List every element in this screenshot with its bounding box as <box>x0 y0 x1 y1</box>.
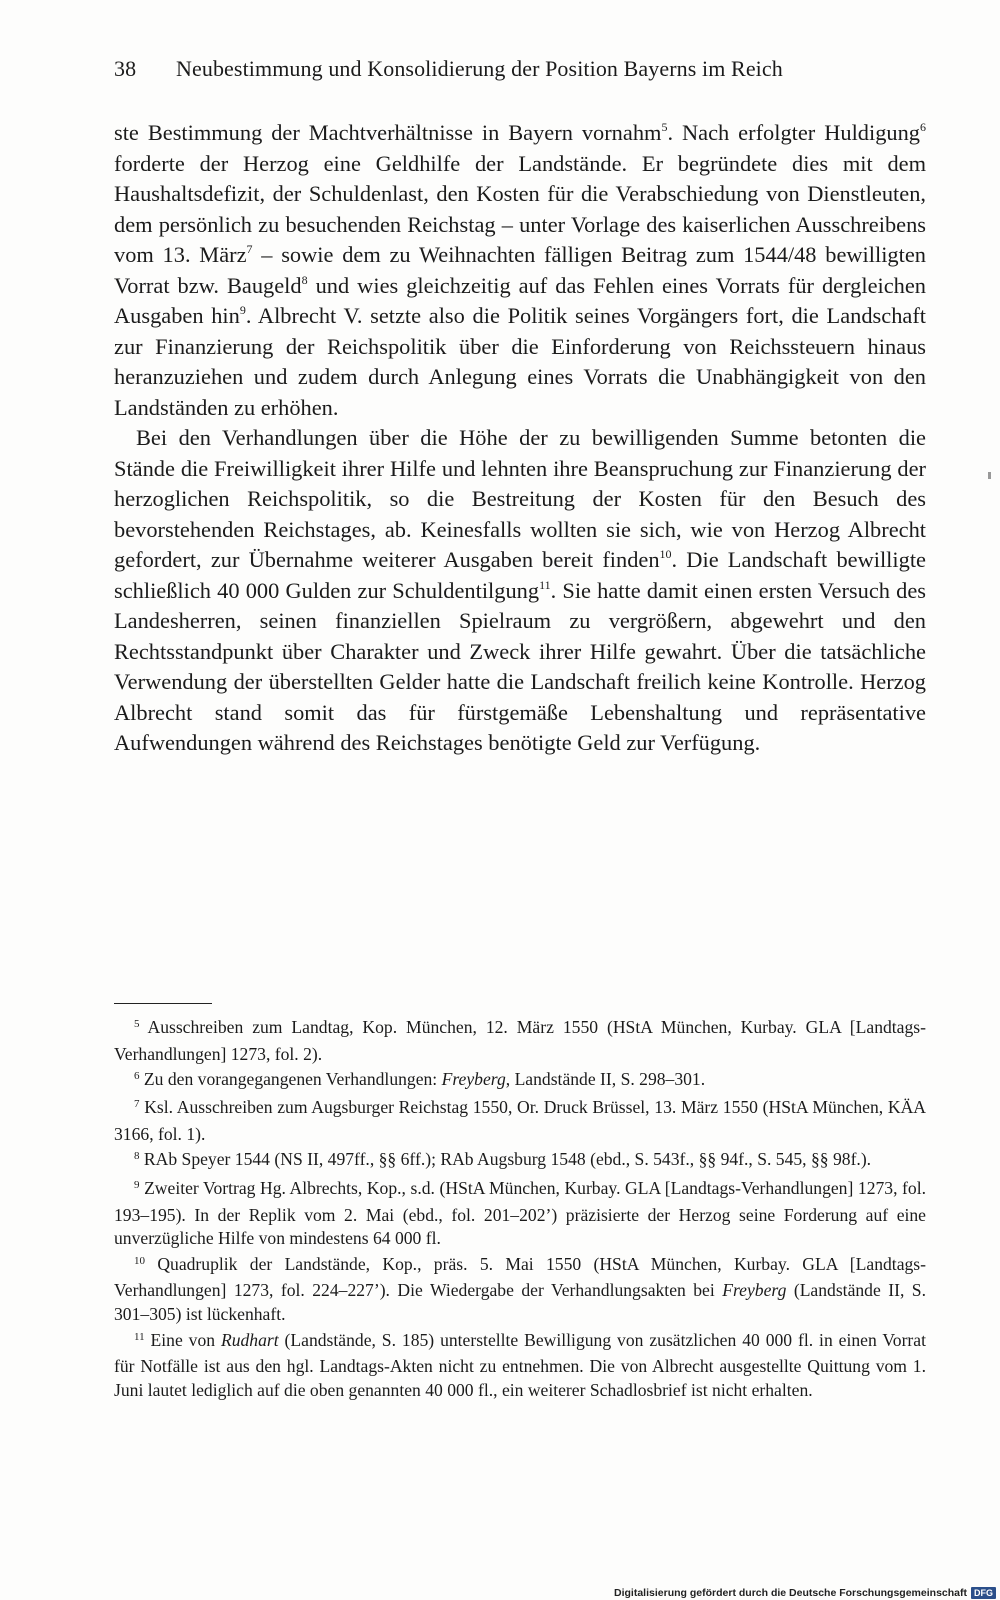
text-run: forderte der Herzog eine Geldhilfe der Landstände. Er begründete dies mit dem Haushaltsdefizit, der Schuldenlast, den Kosten für die Verabschiedung von Dienstleuten, dem persönlich zu besuchenden Reichstag – unter Vorlage des kaiserlichen Ausschreibens vom 13. März <box>114 150 926 267</box>
footnote-text: Ksl. Ausschreiben zum Augsburger Reichstag 1550, Or. Druck Brüssel, 13. März 1550 (HStA München, KÄA 3166, fol. 1). <box>114 1097 926 1145</box>
footnotes <box>114 1016 926 1404</box>
footnote-number: 11 <box>134 1330 145 1343</box>
footnote-ref-11[interactable]: 11 <box>539 577 551 592</box>
footnote-separator <box>114 1003 212 1004</box>
footnote-7 <box>114 1096 926 1147</box>
footnote-9 <box>114 1177 926 1251</box>
footnote-text: Ausschreiben zum Landtag, Kop. München, 12. März 1550 (HStA München, Kurbay. GLA [Landtags-Verhandlungen] 1273, fol. 2). <box>114 1017 926 1064</box>
footnote-ref-6[interactable]: 6 <box>920 120 926 134</box>
footnote-ref-9[interactable]: 9 <box>239 303 246 317</box>
footnote-text: , Landstände II, S. 298–301. <box>505 1069 706 1090</box>
footnote-10 <box>114 1253 926 1327</box>
footnote-6 <box>114 1068 926 1095</box>
page-number: 38 <box>114 56 137 81</box>
footnote-number: 9 <box>134 1178 140 1191</box>
footnote-ref-5[interactable]: 5 <box>661 120 668 134</box>
footnote-text: Quadruplik der Landstände, Kop., präs. 5. Mai 1550 (HStA München, Kurbay. GLA [Landtags-Verhandlungen] 1273, fol. 224–227’). Die Wiedergabe der Verhandlungsakten bei <box>114 1253 927 1301</box>
footnote-text: Zweiter Vortrag Hg. Albrechts, Kop., s.d. (HStA München, Kurbay. GLA [Landtags-Verhandlungen] 1273, fol. 193–195). In der Replik vom 2. Mai (ebd., fol. 201–202’) präzisierte der Herzog seine Forderung auf eine unverzügliche Hilfe von mindestens 64 000 fl. <box>114 1177 926 1249</box>
footnote-ref-10[interactable]: 10 <box>659 547 672 561</box>
footnote-5 <box>114 1016 926 1067</box>
footnote-text: Zu den vorangegangenen Verhandlungen: <box>143 1069 442 1090</box>
footnote-text: (Landstände, S. 185) unterstellte Bewilligung von zusätzlichen 40 000 fl. in einen Vorrat für Notfälle ist aus den hgl. Landtags-Akten nicht zu entnehmen. Die von Albrecht ausgestellte Quittung vom 1. Juni lautet lediglich auf die oben genannten 40 000 fl., ein weiterer Schadlosbrief ist nicht erhalten. <box>114 1329 926 1401</box>
digitization-credit <box>604 1586 996 1600</box>
paragraph-2 <box>114 423 926 759</box>
footnote-number: 5 <box>134 1018 140 1030</box>
credit-text: Digitalisierung gefördert durch die Deutsche Forschungsgemeinschaft <box>614 1587 967 1599</box>
scan-edge-mark <box>988 472 991 479</box>
footnote-text: (Landstände II, S. 301–305) ist lückenhaft. <box>114 1280 926 1325</box>
text-run: . Sie hatte damit einen ersten Versuch des Landesherren, seinen finanziellen Spielraum zu vergrößern, abgewehrt und den Rechtsstandpunkt über Charakter und Zweck ihrer Hilfe gewahrt. Über die tatsächliche Verwendung der überstellten Gelder hatte die Landschaft freilich keine Kontrolle. Herzog Albrecht stand somit das für fürstgemäße Lebenshaltung und repräsentative Aufwendungen während des Reichstages benötigte Geld zur Verfügung. <box>114 577 926 755</box>
text-run: . Albrecht V. setzte also die Politik seines Vorgängers fort, die Landschaft zur Finanzierung der Reichspolitik über die Einforderung von Reichssteuern hinaus heranzuziehen und zudem durch Anlegung eines Vorrats die Unabhängigkeit von den Landständen zu erhöhen. <box>114 303 927 420</box>
footnote-number: 7 <box>134 1098 140 1111</box>
footnote-text: Eine von <box>150 1329 221 1350</box>
author-name: Freyberg <box>722 1280 787 1301</box>
text-run: Bei den Verhandlungen über die Höhe der zu bewilligenden Summe betonten die Stände die Freiwilligkeit ihrer Hilfe und lehnten ihre Beanspruchung zur Finanzierung der herzoglichen Reichspolitik, so die Bestreitung der Kosten für den Besuch des bevorstehenden Reichstages, ab. Keinesfalls wollten sie sich, wie von Herzog Albrecht gefordert, zur Übernahme weiterer Ausgaben bereit finden <box>114 425 926 572</box>
text-run: – sowie dem zu Weihnachten fälligen Beitrag zum 1544/48 bewilligten Vorrat bzw. Baugeld <box>114 242 926 298</box>
main-text <box>114 118 926 759</box>
footnote-ref-7[interactable]: 7 <box>246 242 253 256</box>
footnote-number: 10 <box>134 1254 145 1267</box>
author-name: Rudhart <box>220 1329 279 1350</box>
footnote-number: 6 <box>134 1070 140 1083</box>
paragraph-1 <box>114 118 926 423</box>
author-name: Freyberg <box>441 1069 506 1090</box>
text-run: und wies gleichzeitig auf das Fehlen eines Vorrats für dergleichen Ausgaben hin <box>114 272 927 328</box>
footnote-11 <box>114 1329 926 1403</box>
text-run: ste Bestimmung der Machtverhältnisse in Bayern vornahm <box>114 120 662 145</box>
footnote-ref-8[interactable]: 8 <box>301 272 308 287</box>
dfg-logo: DFG <box>971 1587 996 1599</box>
running-header <box>114 56 860 82</box>
footnote-8 <box>114 1148 926 1175</box>
text-run: . Nach erfolgter Huldigung <box>667 120 920 145</box>
text-run: . Die Landschaft bewilligte schließlich 40 000 Gulden zur Schuldentilgung <box>114 547 926 603</box>
footnote-text: RAb Speyer 1544 (NS II, 497ff., §§ 6ff.); RAb Augsburg 1548 (ebd., S. 543f., §§ 94f., S. 545, §§ 98f.). <box>143 1149 872 1170</box>
running-title: Neubestimmung und Konsolidierung der Position Bayerns im Reich <box>176 56 783 81</box>
footnote-number: 8 <box>134 1150 140 1163</box>
